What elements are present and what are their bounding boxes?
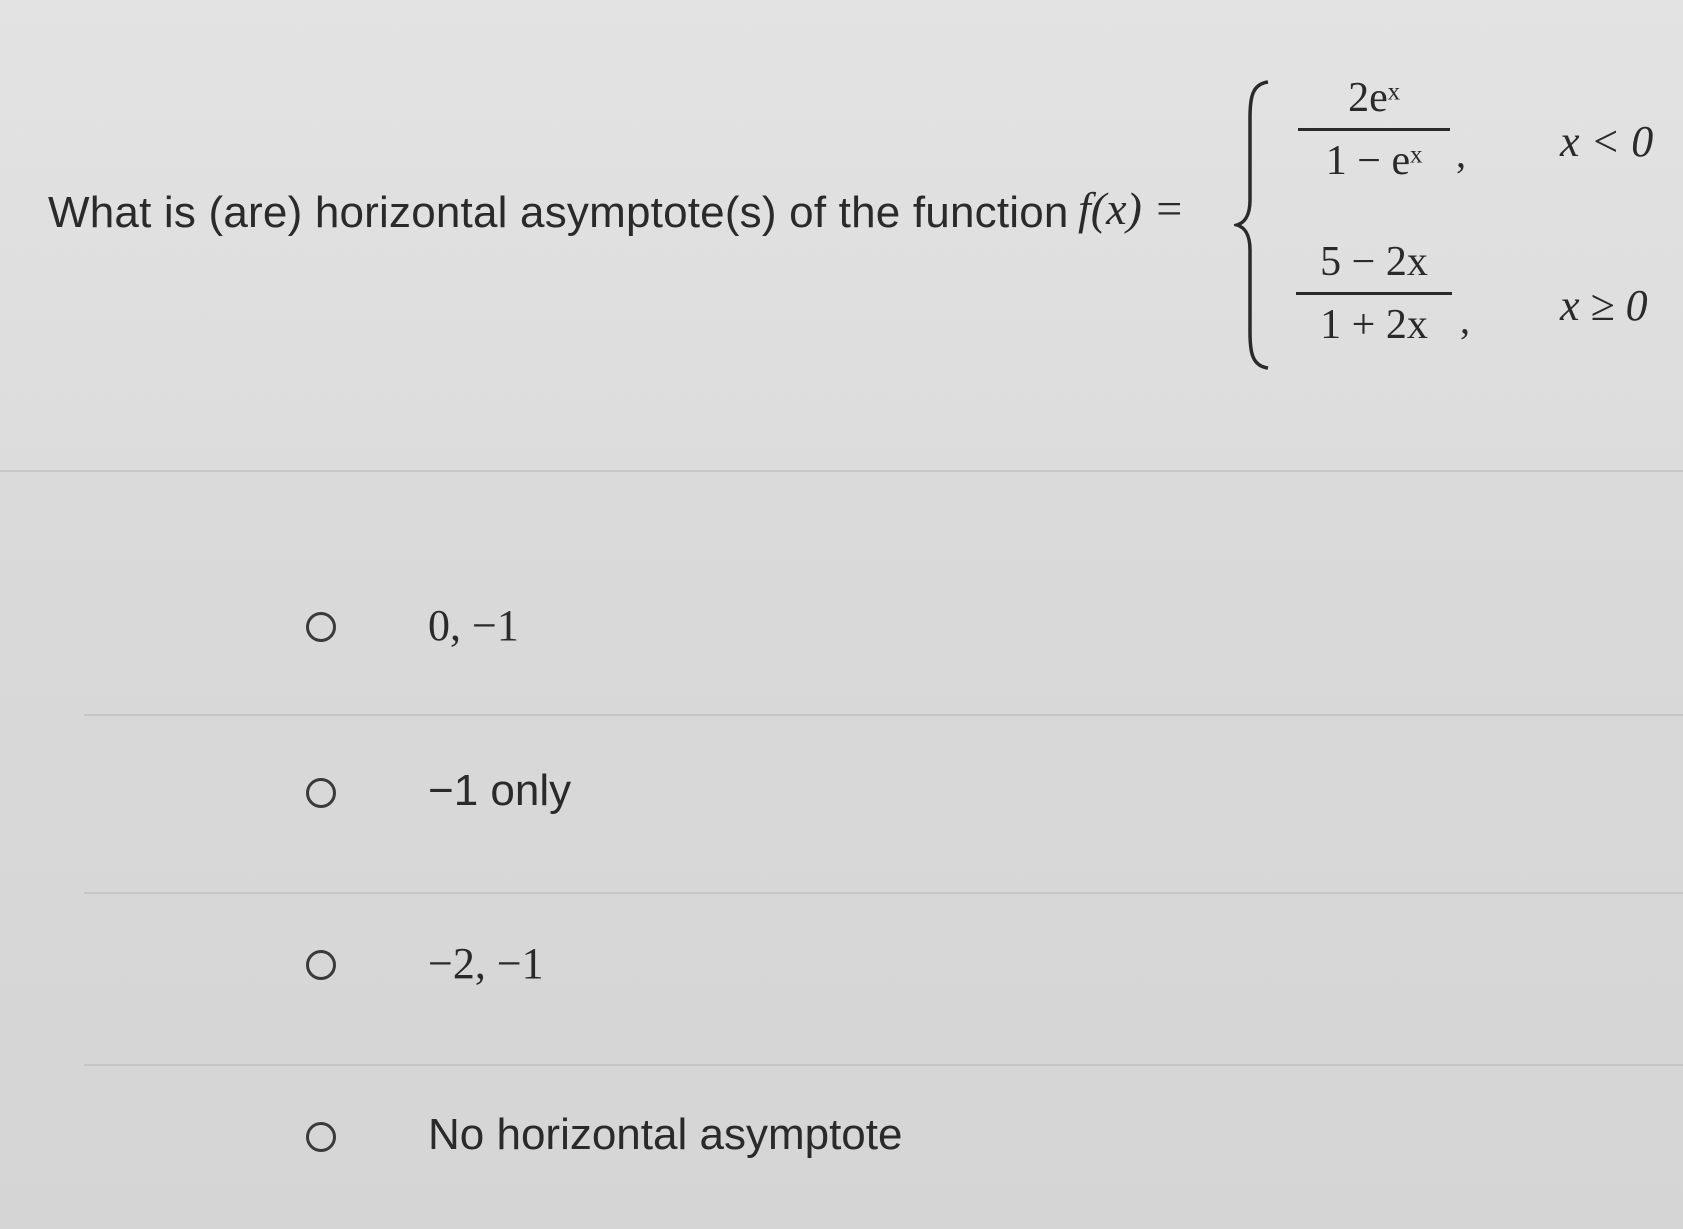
radio-button[interactable] <box>306 1122 336 1152</box>
answer-options-panel <box>0 470 1683 1229</box>
radio-button[interactable] <box>306 778 336 808</box>
question-block <box>48 60 1654 360</box>
option-divider <box>84 1064 1683 1066</box>
function-label: f(x) = <box>1078 183 1185 234</box>
piece2-comma: , <box>1460 297 1470 342</box>
option-label: −1 only <box>428 766 572 815</box>
option-divider <box>84 714 1683 716</box>
piece2-condition: x ≥ 0 <box>1560 281 1648 330</box>
piece2-denominator: 1 + 2x <box>1320 302 1428 348</box>
option-label: 0, −1 <box>428 601 519 650</box>
question-text: What is (are) horizontal asymptote(s) of the function <box>48 188 1069 237</box>
piece1-numerator: 2eˣ <box>1348 75 1400 121</box>
option-0-neg1[interactable] <box>300 596 1400 666</box>
piece1-comma: , <box>1456 131 1466 176</box>
piecewise-brace <box>1234 78 1274 372</box>
piece2-numerator: 5 − 2x <box>1320 239 1428 285</box>
option-neg1-only[interactable] <box>300 762 1400 832</box>
option-divider <box>84 892 1683 894</box>
piece1-denominator: 1 − eˣ <box>1325 138 1423 184</box>
piece1-fraction <box>1298 74 1450 185</box>
piece1-condition: x < 0 <box>1560 117 1654 166</box>
piece2-fraction <box>1296 238 1452 349</box>
radio-button[interactable] <box>306 950 336 980</box>
option-neg2-neg1[interactable] <box>300 934 1400 1004</box>
radio-button[interactable] <box>306 612 336 642</box>
option-label: −2, −1 <box>428 939 544 988</box>
option-label: No horizontal asymptote <box>428 1110 903 1159</box>
option-no-asymptote[interactable] <box>300 1106 1400 1176</box>
